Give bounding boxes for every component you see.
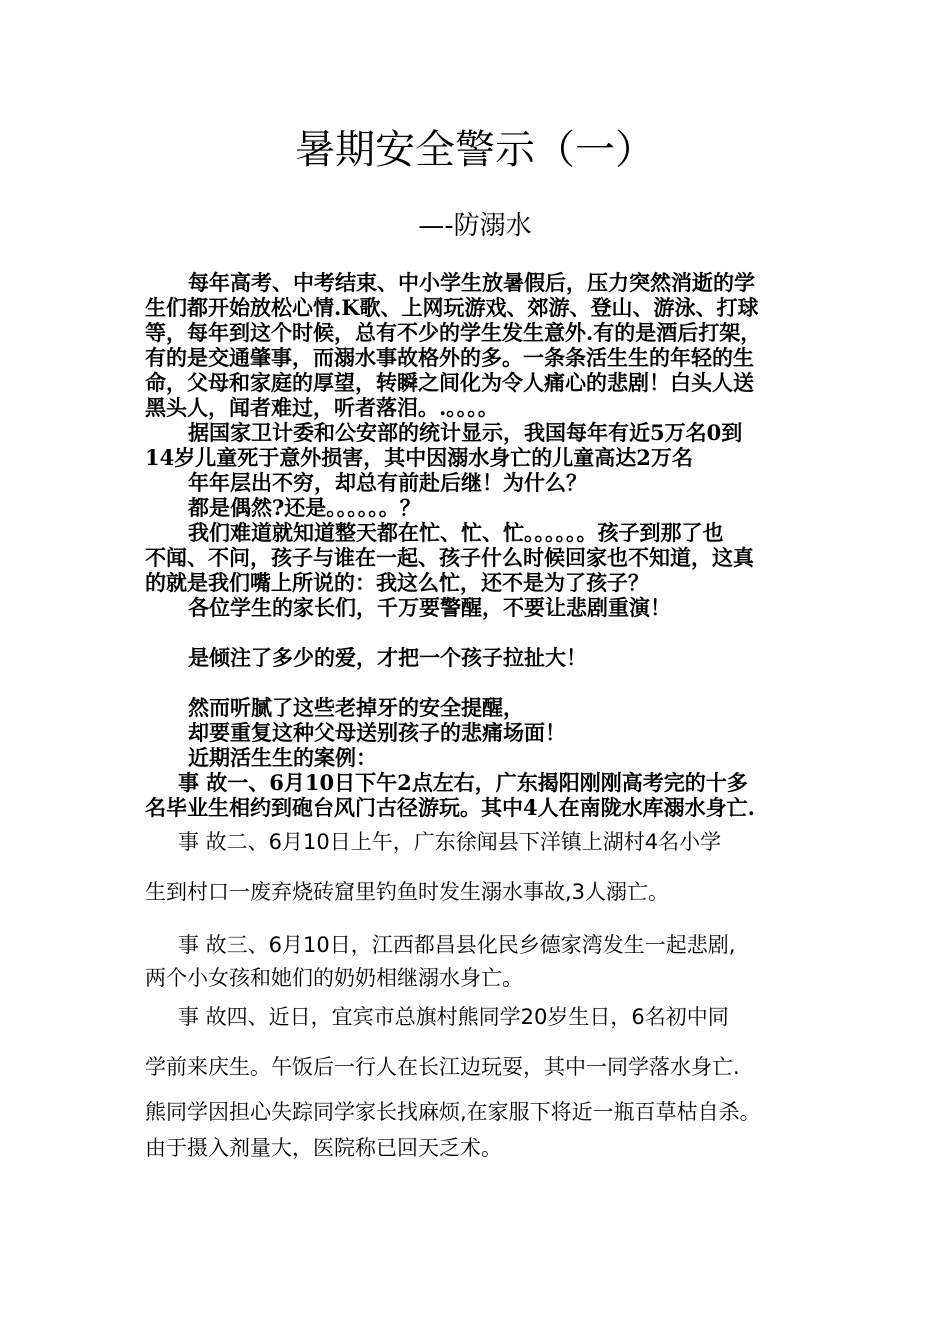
case-line: 生到村口一废弃烧砖窟里钓鱼时发生溺水事故,3人溺亡。: [145, 880, 670, 904]
case-line: 两个小女孩和她们的奶奶相继溺水身亡。: [145, 966, 523, 990]
question-line: 年年层出不穷，却总有前赴后继！为什么？: [188, 470, 587, 495]
case-three: [145, 931, 810, 997]
document-subtitle: —-防溺水: [418, 211, 532, 241]
parents-line: 我们难道就知道整天都在忙、忙、忙。。。。。。孩子到那了也: [188, 520, 724, 545]
case-line: 名毕业生相约到砲台风门古径游玩。其中4人在南陇水库溺水身亡.: [145, 795, 755, 820]
case-line: 事 故三、6月10日，江西都昌县化民乡德家湾发生一起悲剧,: [178, 933, 736, 957]
case-line: 事 故二、6月10日上午，广东徐闻县下洋镇上湖村4名小学: [178, 830, 722, 854]
document-title: 暑期安全警示（一）: [295, 127, 655, 173]
case-line: 熊同学因担心失踪同学家长找麻烦,在家服下将近一瓶百草枯自杀。: [145, 1100, 761, 1124]
reminder-line: 却要重复这种父母送别孩子的悲痛场面！: [188, 720, 566, 745]
case-line: 学前来庆生。午饭后一行人在长江边玩耍，其中一同学落水身亡.: [145, 1055, 740, 1079]
love-line: 是倾注了多少的爱，才把一个孩子拉扯大！: [188, 645, 587, 670]
case-four: [145, 1003, 810, 1170]
reminder-paragraph: [145, 695, 810, 770]
case-line: 由于摄入剂量大，医院称已回天乏术。: [145, 1136, 502, 1160]
case-one: [145, 770, 810, 820]
intro-paragraph: [145, 270, 810, 620]
case-line: 事 故一、6月10日下午2点左右，广东揭阳刚刚高考完的十多: [178, 770, 748, 795]
love-paragraph: [145, 645, 810, 670]
case-two: [145, 828, 810, 928]
warning-line: 各位学生的家长们，千万要警醒，不要让悲剧重演！: [188, 595, 671, 620]
intro-line: 有的是交通肇事，而溺水事故格外的多。一条条活生生的年轻的生: [145, 345, 754, 370]
cases-heading: 近期活生生的案例：: [188, 745, 377, 770]
parents-line: 的就是我们嘴上所说的：我这么忙，还不是为了孩子？: [145, 570, 649, 595]
statistics-line: 14岁儿童死于意外损害，其中因溺水身亡的儿童高达2万名: [145, 445, 693, 470]
intro-line: 每年高考、中考结束、中小学生放暑假后，压力突然消逝的学: [188, 270, 755, 295]
question-line: 都是偶然?还是。。。。。。？: [188, 495, 421, 520]
case-line: 事 故四、近日，宜宾市总旗村熊同学20岁生日，6名初中同: [178, 1005, 729, 1029]
intro-line: 黑头人，闻者难过，听者落泪。.。。。。: [145, 395, 499, 420]
reminder-line: 然而听腻了这些老掉牙的安全提醒，: [188, 695, 524, 720]
intro-line: 命，父母和家庭的厚望，转瞬之间化为令人痛心的悲剧！白头人送: [145, 370, 754, 395]
statistics-line: 据国家卫计委和公安部的统计显示，我国每年有近5万名0到: [188, 420, 743, 445]
parents-line: 不闻、不问，孩子与谁在一起、孩子什么时候回家也不知道，这真: [145, 545, 754, 570]
intro-line: 生们都开始放松心情.K歌、上网玩游戏、郊游、登山、游泳、打球: [145, 295, 759, 320]
intro-line: 等，每年到这个时候，总有不少的学生发生意外.有的是酒后打架，: [145, 320, 762, 345]
